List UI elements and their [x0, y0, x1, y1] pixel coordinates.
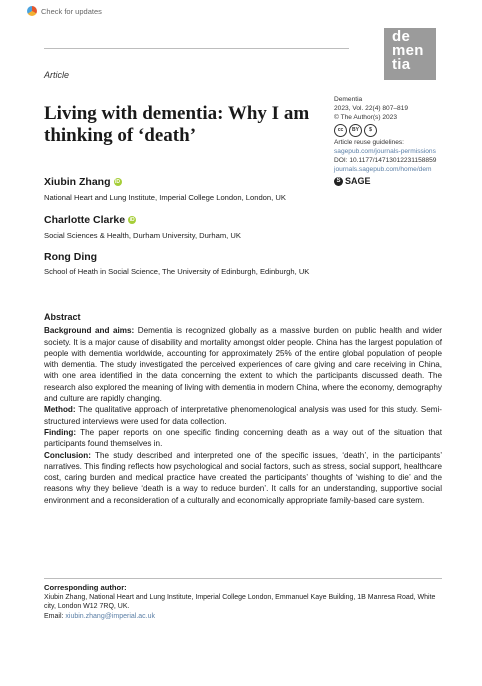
abstract-section	[44, 312, 442, 506]
section-label: Background and aims:	[44, 326, 135, 336]
journal-name: Dementia	[334, 96, 363, 103]
cc-icon: cc	[334, 124, 347, 137]
section-label: Method:	[44, 405, 76, 415]
reuse-link[interactable]: sagepub.com/journals-permissions	[334, 148, 436, 156]
paper-title: Living with dementia: Why I am thinking of ‘death’	[44, 103, 310, 146]
abstract-conclusion	[44, 450, 442, 506]
corresponding-address: Xiubin Zhang, National Heart and Lung Institute, Imperial College London, Emmanuel Kaye Building, 1B Manresa Road, White city, London W12 7RQ, UK.	[44, 593, 436, 611]
author-3-affiliation: School of Heath in Social Science, The University of Edinburgh, Edinburgh, UK	[44, 267, 310, 276]
logo-line-1: de	[392, 28, 411, 45]
publisher-name: SAGE	[345, 175, 371, 186]
section-label: Conclusion:	[44, 450, 91, 460]
copyright-line: © The Author(s) 2023	[334, 113, 398, 121]
abstract-method	[44, 404, 442, 427]
corresponding-email-line	[44, 612, 442, 622]
email-label: Email:	[44, 612, 64, 620]
section-text: The qualitative approach of interpretative phenomenological analysis was used for this study. Semi-structured interviews were used for data collection.	[44, 405, 442, 426]
author-name: Xiubin Zhang	[44, 176, 111, 188]
corresponding-author	[44, 583, 442, 621]
reuse-label: Article reuse guidelines:	[334, 139, 405, 147]
author-3	[44, 251, 97, 263]
abstract-heading: Abstract	[44, 312, 81, 322]
email-link[interactable]: xiubin.zhang@imperial.ac.uk	[65, 612, 156, 620]
author-name: Rong Ding	[44, 251, 98, 263]
check-for-updates-badge[interactable]	[27, 6, 102, 16]
section-label: Finding:	[44, 427, 77, 437]
volume-line: 2023, Vol. 22(4) 807–819	[334, 104, 409, 112]
article-type-label: Article	[44, 70, 70, 80]
check-updates-icon	[27, 6, 37, 16]
by-icon: BY	[349, 124, 362, 137]
nc-icon: $	[364, 124, 377, 137]
doi-line[interactable]: DOI: 10.1177/14713012231158859	[334, 156, 437, 164]
footer-divider	[44, 578, 442, 579]
journal-logo	[384, 28, 436, 80]
section-text: The study described and interpreted one of the specific issues, ‘death’, in the participants’ narratives. This finding reflects how psychological and social factors, such as stress, social support, healthcare cost, caring burden and medical practice have created the participants’ thoughts of ‘wishing to die’ and the reasons why they believe ‘death is a way to reduce burden’. It calls for an understanding, supportive social environment and a reconsideration of a culturally and economically appropriate family-based care system.	[44, 450, 442, 505]
author-1	[44, 176, 122, 188]
abstract-background	[44, 325, 442, 404]
corresponding-heading: Corresponding author:	[44, 583, 127, 592]
abstract-finding	[44, 427, 442, 450]
check-for-updates-label: Check for updates	[41, 6, 102, 16]
author-2-affiliation: Social Sciences & Health, Durham University, Durham, UK	[44, 231, 241, 240]
orcid-icon[interactable]: iD	[129, 217, 135, 223]
sage-icon: S	[334, 177, 343, 186]
section-text: The paper reports on one specific finding concerning death as a way out of the situation that participants found themselves in.	[44, 427, 442, 449]
cc-license-icons[interactable]	[334, 124, 464, 137]
author-2	[44, 214, 136, 226]
author-1-affiliation: National Heart and Lung Institute, Imperial College London, London, UK	[44, 193, 286, 202]
journal-home-link[interactable]: journals.sagepub.com/home/dem	[334, 165, 432, 173]
logo-line-2: men	[392, 42, 424, 59]
author-name: Charlotte Clarke	[44, 214, 126, 226]
logo-line-3: tia	[392, 56, 411, 73]
top-divider	[44, 48, 349, 49]
publisher-logo	[334, 177, 464, 186]
orcid-icon[interactable]: iD	[115, 179, 120, 185]
journal-info-sidebar	[334, 96, 464, 186]
section-text: Dementia is recognized globally as a massive burden on public health and wider society. It is a major cause of disability and mortality amongst older people. China has the largest population of people with dementia worldwide, accounting for approximately 25% of the entire global population of people with dementia. The study investigated the perceived experiences of care giving and care receiving in China, with one area identified in the data concerning the extent to which the participants discussed death. The research also explored the meaning of living with dementia in modern China, where the economy, demography and culture are rapidly changing.	[44, 326, 442, 404]
